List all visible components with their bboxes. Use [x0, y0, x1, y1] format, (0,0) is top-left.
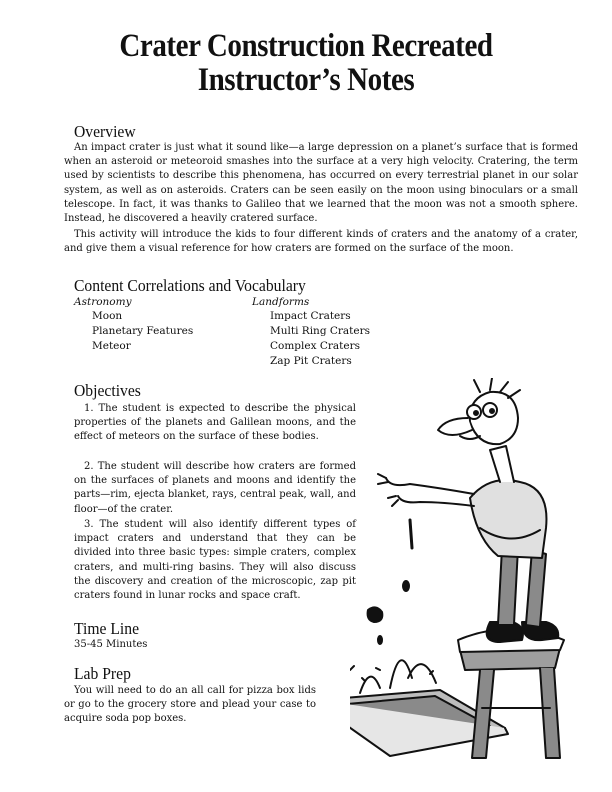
- labprep-text: You will need to do an all call for pizza box lids or go to the grocery store and plead your case to acquire soda pop boxes.: [64, 685, 316, 725]
- vocab-item-multi-ring-craters: Multi Ring Craters: [270, 325, 371, 337]
- page-subtitle: Instructor’s Notes: [197, 62, 415, 98]
- page-title: Crater Construction Recreated: [119, 28, 493, 64]
- timeline-heading: Time Line: [74, 619, 140, 638]
- timeline-value: 35-45 Minutes: [74, 639, 148, 650]
- vocab-item-complex-craters: Complex Craters: [270, 340, 361, 352]
- vocab-item-zap-pit-craters: Zap Pit Craters: [270, 355, 352, 367]
- objective-1: 1. The student is expected to describe the physical properties of the planets and Galilean moons, and the effect of meteors on the surface of these bodies.: [74, 403, 356, 443]
- objective-3: 3. The student will also identify different types of impact craters and understand that they can be divided into three basic types: simple craters, complex craters, and multi-ring basins. They will also discuss the discovery and creation of the microscopic, zap pit craters found in lunar rocks and space craft.: [74, 519, 356, 602]
- objectives-heading: Objectives: [74, 381, 141, 400]
- vocab-item-moon: Moon: [92, 310, 123, 322]
- landforms-label: Landforms: [252, 296, 310, 308]
- astronomy-label: Astronomy: [74, 296, 132, 308]
- vocab-item-impact-craters: Impact Craters: [270, 310, 351, 322]
- vocab-item-meteor: Meteor: [92, 340, 131, 352]
- overview-paragraph-2: This activity will introduce the kids to four different kinds of craters and the anatomy of a crater, and give them a visual reference for how craters are formed on the surface of the moon.: [64, 229, 578, 255]
- overview-paragraph-1: An impact crater is just what it sound like—a large depression on a planet’s surface that is formed when an asteroid or meteoroid smashes into the surface at a very high velocity. Cratering, the term used by scientists to describe this phenomena, has occurred on every terrestrial planet in our solar system, as well as on asteroids. Craters can be seen easily on the moon using binoculars or a small telescope. In fact, it was thanks to Galileo that we learned that the moon was not a smooth sphere. Instead, he discovered a heavily cratered surface.: [64, 142, 578, 225]
- labprep-heading: Lab Prep: [74, 664, 131, 683]
- correlations-heading: Content Correlations and Vocabulary: [74, 276, 306, 295]
- vocab-item-planetary-features: Planetary Features: [92, 325, 194, 337]
- overview-heading: Overview: [74, 122, 136, 141]
- objective-2: 2. The student will describe how craters are formed on the surfaces of planets and moons and identify the parts—rim, ejecta blanket, rays, central peak, wall, and floor—of the crater.: [74, 461, 356, 515]
- cartoon-figure-illustration: [350, 378, 600, 778]
